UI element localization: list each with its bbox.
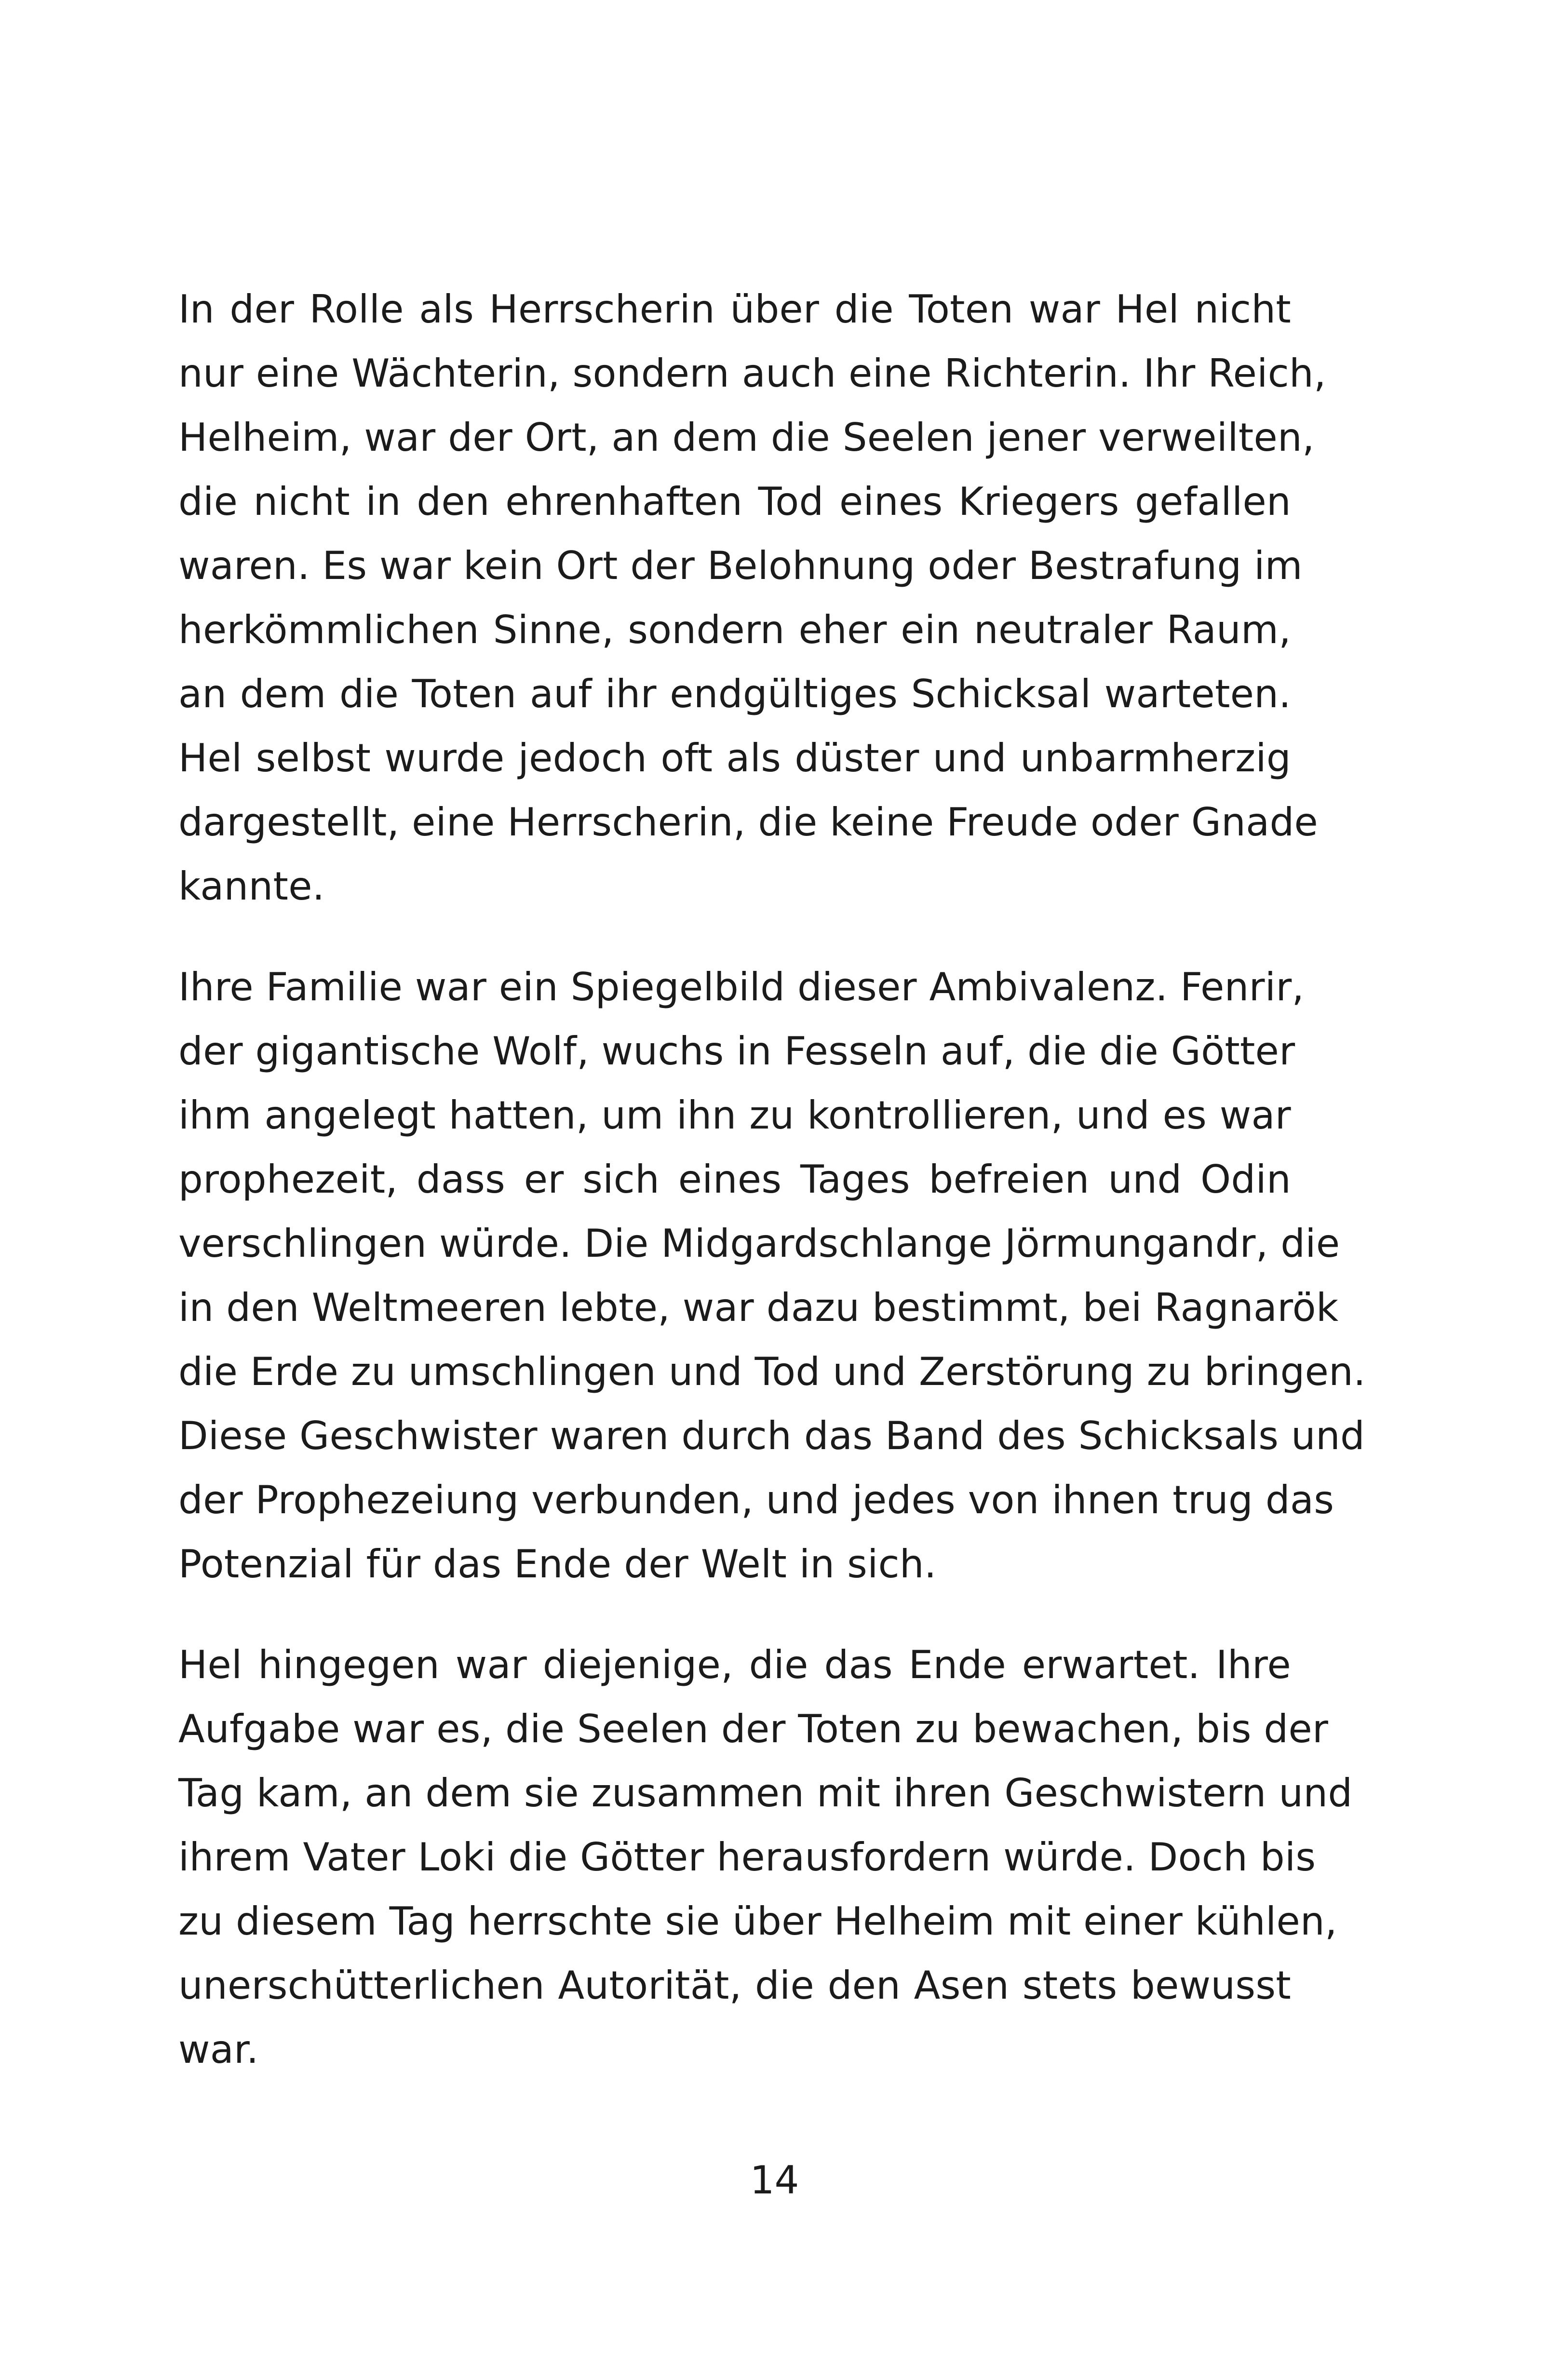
paragraph-2 — [178, 955, 1366, 1596]
text-line: Ihre Familie war ein Spiegelbild dieser Ambivalenz. Fenrir, — [178, 965, 1305, 1009]
text-line: ihm angelegt hatten, um ihn zu kontrollieren, und es war — [178, 1093, 1291, 1138]
paragraph-spacer — [178, 1596, 1291, 1633]
text-line: war. — [178, 2027, 259, 2072]
text-line: Helheim, war der Ort, an dem die Seelen jener verweilten, — [178, 415, 1315, 460]
paragraph-3 — [178, 1633, 1353, 2082]
text-line: kannte. — [178, 864, 325, 909]
text-line: an dem die Toten auf ihr endgültiges Schicksal warteten. — [178, 672, 1291, 716]
text-line: dargestellt, eine Herrscherin, die keine Freude oder Gnade — [178, 800, 1319, 845]
text-line: ihrem Vater Loki die Götter herausfordern würde. Doch bis — [178, 1835, 1316, 1880]
text-line: Hel hingegen war diejenige, die das Ende erwartet. Ihre — [178, 1642, 1291, 1687]
text-line: nur eine Wächterin, sondern auch eine Richterin. Ihr Reich, — [178, 351, 1326, 396]
text-line: In der Rolle als Herrscherin über die Toten war Hel nicht — [178, 287, 1291, 332]
text-line: der gigantische Wolf, wuchs in Fesseln auf, die die Götter — [178, 1029, 1295, 1074]
text-line: zu diesem Tag herrschte sie über Helheim mit einer kühlen, — [178, 1899, 1337, 1944]
text-line: Aufgabe war es, die Seelen der Toten zu bewachen, bis der — [178, 1707, 1329, 1751]
body-text — [178, 277, 1366, 2082]
text-line: unerschütterlichen Autorität, die den Asen stets bewusst — [178, 1963, 1291, 2008]
text-line: verschlingen würde. Die Midgardschlange Jörmungandr, die — [178, 1221, 1340, 1266]
text-line: der Prophezeiung verbunden, und jedes von ihnen trug das — [178, 1478, 1334, 1522]
text-line: waren. Es war kein Ort der Belohnung oder Bestrafung im — [178, 543, 1303, 588]
paragraph-spacer — [178, 918, 1291, 955]
text-line: Tag kam, an dem sie zusammen mit ihren Geschwistern und — [178, 1771, 1353, 1815]
text-line: in den Weltmeeren lebte, war dazu bestimmt, bei Ragnarök — [178, 1285, 1339, 1330]
text-line: prophezeit, dass er sich eines Tages befreien und Odin — [178, 1157, 1291, 1202]
text-line: Diese Geschwister waren durch das Band des Schicksals und — [178, 1413, 1365, 1458]
text-line: herkömmlichen Sinne, sondern eher ein neutraler Raum, — [178, 607, 1291, 652]
text-line: Hel selbst wurde jedoch oft als düster und unbarmherzig — [178, 736, 1291, 780]
text-line: Potenzial für das Ende der Welt in sich. — [178, 1542, 937, 1587]
page-number: 14 — [750, 2158, 799, 2203]
paragraph-1 — [178, 277, 1326, 918]
text-line: die nicht in den ehrenhaften Tod eines Kriegers gefallen — [178, 479, 1291, 524]
text-line: die Erde zu umschlingen und Tod und Zerstörung zu bringen. — [178, 1349, 1366, 1394]
